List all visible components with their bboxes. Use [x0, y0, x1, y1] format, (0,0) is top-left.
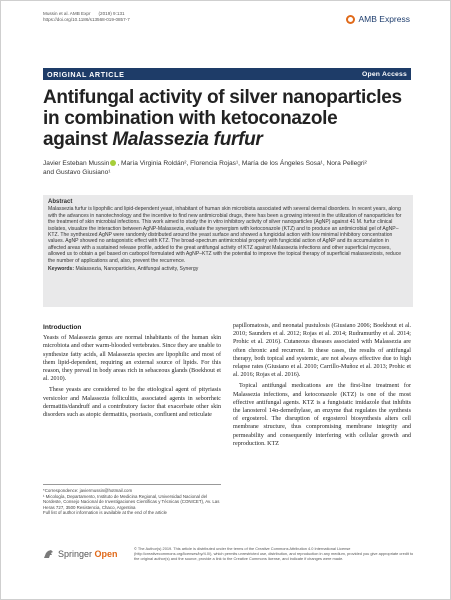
intro-paragraph-2: These yeasts are considered to be the etiological agent of pityriasis versicolor and Malassezia folliculitis, associated agents in seborrheic dermatitis/dandruff and a contributory factor that exacerbate other skin disorders such as atopic dermatitis, psoriasis, confluent and reticulate [43, 387, 221, 419]
author-list [43, 159, 413, 177]
coauthors: , María Virginia Roldán², Florencia Rojas¹, María de los Ángeles Sosa¹, Nora Pellegri² [117, 160, 367, 167]
title-line-2: in combination with ketoconazole [43, 108, 338, 129]
title-line-3 [43, 129, 413, 150]
keywords-label: Keywords: [48, 266, 75, 273]
correspondence-email[interactable]: *Correspondence: javiermussin@hotmail.com [43, 488, 133, 493]
article-type: ORIGINAL ARTICLE [47, 69, 125, 79]
springer-horse-icon [43, 549, 55, 559]
publisher-brand-open: Open [94, 549, 118, 559]
right-paragraph-2: Topical antifungal medications are the first-line treatment for Malassezia infections, and ketoconazole (KTZ) is one of the most effective antifungal agents. KTZ is a fungistatic imidazole that inhibits the lanosterol 14α-demethylase, an enzyme that regulates the synthesis of ergosterol. The disruption of ergosterol biosynthesis alters cell membrane structure, thus compromising membrane integrity and permeability and consequently interfering with cellular growth and reproduction. KTZ [233, 383, 411, 447]
publisher-brand: Springer [58, 549, 93, 559]
abstract-box [43, 195, 413, 307]
journal-logo [346, 14, 411, 24]
corresponding-author[interactable]: Javier Esteban Mussin [43, 160, 110, 167]
volume-info: (2019) 9:131 [98, 11, 125, 16]
license-text: © The Author(s) 2019. This article is distributed under the terms of the Creative Commons Attribution 4.0 International License (http://creativecommons.org/licenses/by/4.0/), which permits unrestricted use, distribution, and reproduction in any medium, provided you give appropriate credit to the original author(s) and the source, provide a link to the Creative Commons license, and indicate if changes were made. [134, 546, 414, 562]
journal-name: AMB Express [358, 14, 410, 24]
keywords [48, 266, 408, 272]
title-species: Malassezia furfur [112, 129, 263, 150]
publisher-name [58, 549, 118, 559]
title-line-1: Antifungal activity of silver nanoparticles [43, 87, 402, 108]
publisher-logo [43, 549, 118, 559]
affiliation: ¹ Micología, Departamento, Instituto de Medicina Regional, Universidad Nacional del Nordeste, Consejo Nacional de Investigaciones Científicas y Técnicas (CONICET), Av. Las Heras 727, 3500 Resistencia, Chaco, Argentina [43, 493, 220, 510]
right-paragraph-1: papillomatosis, and neonatal pustulosis (Giusiano 2006; Boekhout et al. 2010; Saunders et al. 2012; Rojas et al. 2014; Rudramurthy et al. 2014; Prohic et al. 2016). Cutaneous diseases associated with Malassezia are often chronic and recurrent. In these cases, the results of antifungal therapy, both topical and systemic, are not always effective due to high relapse rates (Giusiano et al. 2010; Carrillo-Muñoz et al. 2013; Prohic et al. 2016; Rojas et al. 2016). [233, 323, 411, 379]
section-heading-introduction: Introduction [43, 324, 82, 331]
left-column [43, 324, 221, 422]
abstract-heading: Abstract [48, 199, 73, 205]
article-type-banner [43, 68, 411, 80]
author-info-note: Full list of author information is available at the end of the article [43, 510, 167, 516]
journal-citation: Mussin et al. AMB Expr [43, 11, 91, 16]
doi-link[interactable]: https://doi.org/10.1186/s13568-019-0857-7 [43, 17, 130, 22]
keywords-list: Malassezia, Nanoparticles, Antifungal activity, Synergy [75, 266, 199, 273]
abstract-text: Malassezia furfur is lipophilic and lipid-dependent yeast, inhabitant of human skin microbiota associated with several dermal disorders. In recent years, along with the advances in nanotechnology and the incentive to find new antimicrobial drugs, there has been a growing interest in the utilization of nanoparticles for the treatment of skin microbial infections. This work aimed to study the in vitro inhibitory activity of silver nanoparticles (AgNP) against 41 M. furfur clinical isolates, visualize the interaction between AgNP-Malassezia, evaluate the synergism with ketoconazole (KTZ) and to produce an antimicrobial gel of AgNP–KTZ. The synthesized AgNP were randomly distributed around the yeast surface and showed a fungicidal action with low minimal inhibitory concentration values. AgNP showed no antagonistic effect with KTZ. The broad-spectrum antimicrobial property with fungicidal action of AgNP and its accumulation in affected areas with a sustained release profile, added to the great antifungal activity of KTZ against Malassezia infections and other superficial mycoses, allowed us to obtain a gel based on carbopol formulated with AgNP–KTZ with the potential to improve the topical therapy of superficial malasseziosis, reduce the number of applications and, also, prevent the recurrence. [48, 206, 402, 264]
right-column [233, 322, 411, 451]
article-title [43, 87, 413, 150]
footnote [43, 484, 221, 516]
title-line-3-prefix: against [43, 129, 113, 150]
intro-paragraph-1: Yeasts of Malassezia genus are normal inhabitants of the human skin microbiota and other warm-blooded vertebrates. Since they are unable to synthesize fatty acids, all Malassezia species are lipophilic and most of them lipid-dependent, requiring an external source of lipids. For this reason, they prevail in body areas rich in sebaceous glands (Boekhout et al. 2010). [43, 335, 221, 383]
orcid-icon[interactable] [110, 160, 116, 166]
running-header [43, 11, 130, 23]
journal-logo-icon [346, 15, 355, 24]
open-access-label: Open Access [361, 70, 407, 78]
last-author: and Gustavo Giusiano¹ [43, 169, 111, 176]
